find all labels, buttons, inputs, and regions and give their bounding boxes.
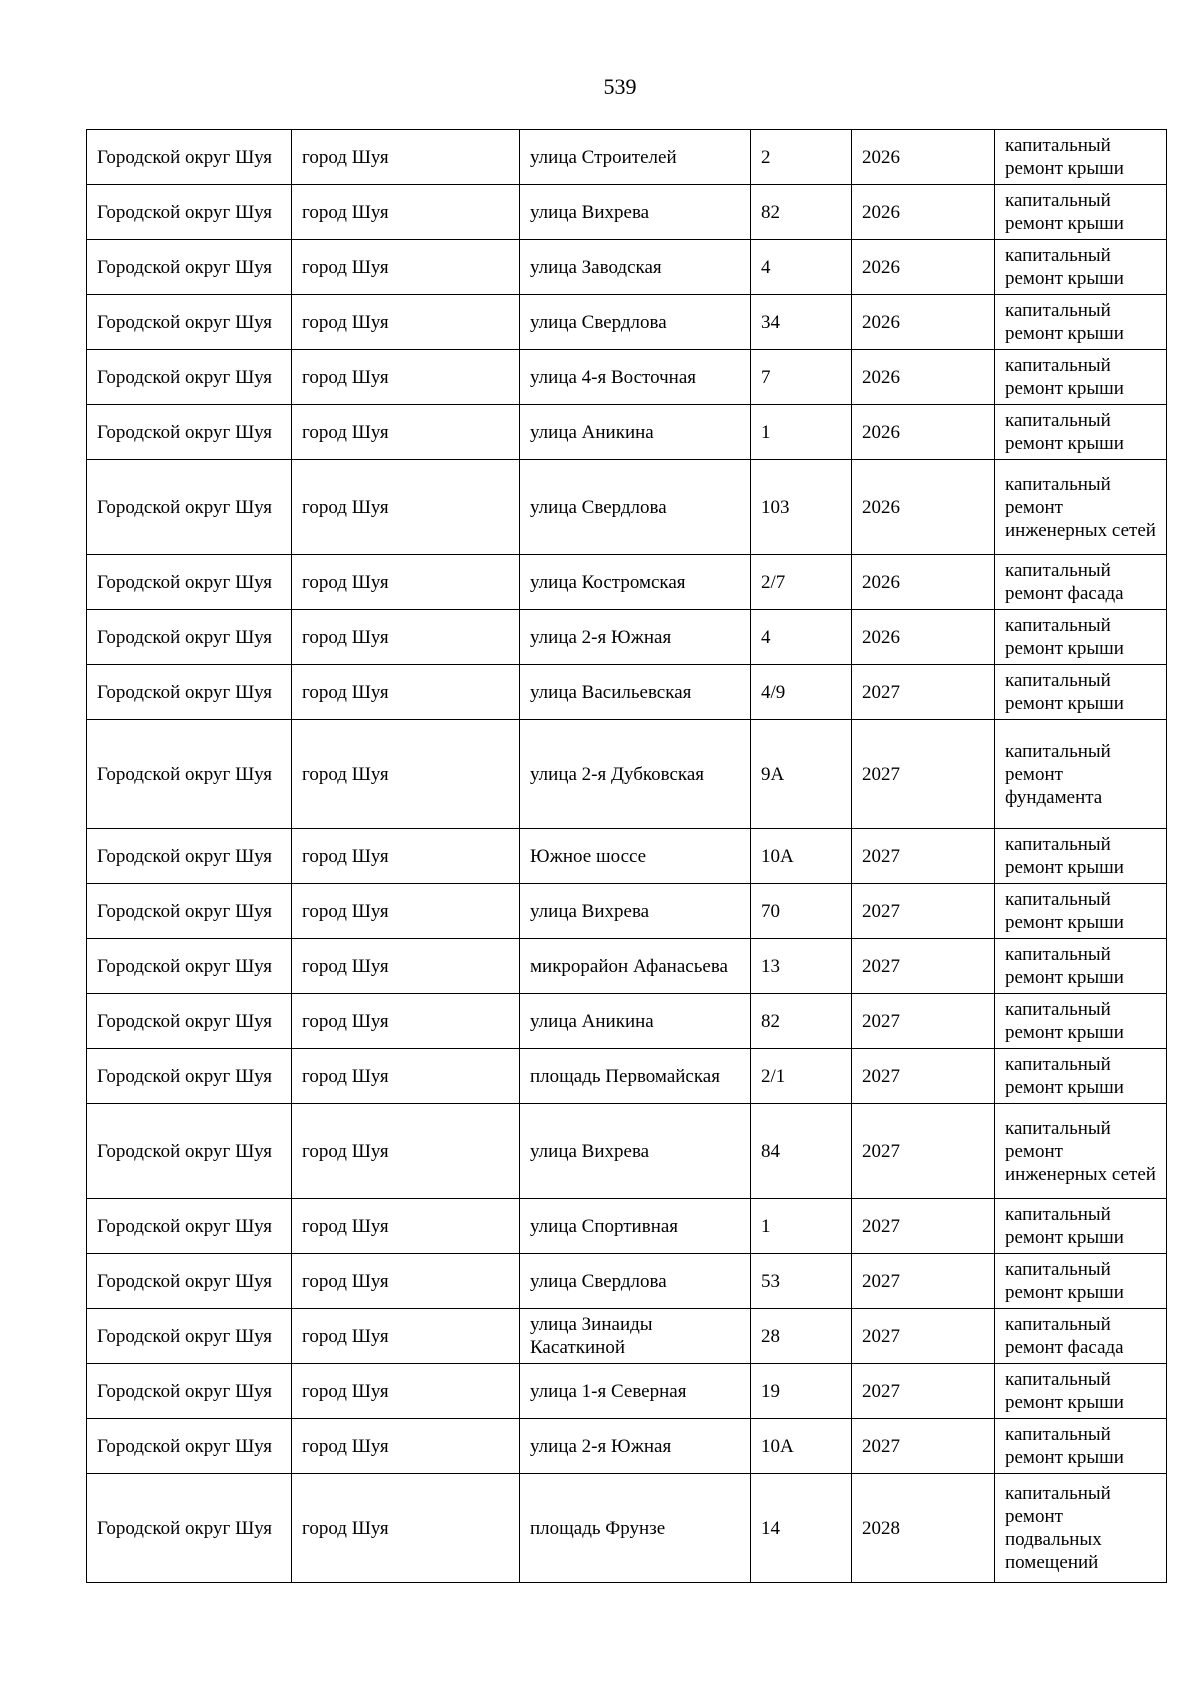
year-cell: 2026 [852,610,995,665]
page-number: 539 [603,74,637,99]
table-row [87,884,1167,939]
house-cell: 2 [751,130,852,185]
house-cell: 1 [751,405,852,460]
table-row [87,610,1167,665]
street-cell: микрорайон Афанасьева [520,939,751,994]
year-cell: 2027 [852,1364,995,1419]
work-type-cell: капитальный ремонт крыши [995,350,1167,405]
house-cell: 82 [751,994,852,1049]
street-cell: улица Аникина [520,994,751,1049]
year-cell: 2026 [852,350,995,405]
table-row [87,185,1167,240]
city-cell: город Шуя [292,665,520,720]
street-cell: улица Свердлова [520,295,751,350]
district-cell: Городской округ Шуя [87,939,292,994]
street-cell: улица Свердлова [520,460,751,555]
work-type-cell: капитальный ремонт крыши [995,665,1167,720]
year-cell: 2026 [852,405,995,460]
district-cell: Городской округ Шуя [87,460,292,555]
work-type-cell: капитальный ремонт крыши [995,610,1167,665]
district-cell: Городской округ Шуя [87,555,292,610]
table-row [87,405,1167,460]
house-cell: 84 [751,1104,852,1199]
district-cell: Городской округ Шуя [87,130,292,185]
city-cell: город Шуя [292,1419,520,1474]
district-cell: Городской округ Шуя [87,665,292,720]
city-cell: город Шуя [292,185,520,240]
house-cell: 4 [751,240,852,295]
year-cell: 2027 [852,1199,995,1254]
work-type-cell: капитальный ремонт крыши [995,994,1167,1049]
table-row [87,1199,1167,1254]
year-cell: 2027 [852,829,995,884]
table-row [87,720,1167,829]
street-cell: улица 4-я Восточная [520,350,751,405]
year-cell: 2027 [852,994,995,1049]
year-cell: 2026 [852,555,995,610]
work-type-cell: капитальный ремонт крыши [995,1364,1167,1419]
year-cell: 2027 [852,1104,995,1199]
street-cell: улица 2-я Южная [520,610,751,665]
street-cell: улица 2-я Дубковская [520,720,751,829]
street-cell: улица 2-я Южная [520,1419,751,1474]
city-cell: город Шуя [292,555,520,610]
year-cell: 2026 [852,130,995,185]
city-cell: город Шуя [292,240,520,295]
year-cell: 2026 [852,185,995,240]
city-cell: город Шуя [292,405,520,460]
table-row [87,295,1167,350]
street-cell: улица 1-я Северная [520,1364,751,1419]
year-cell: 2026 [852,295,995,350]
district-cell: Городской округ Шуя [87,350,292,405]
work-type-cell: капитальный ремонт крыши [995,884,1167,939]
district-cell: Городской округ Шуя [87,994,292,1049]
repair-schedule-table [86,129,1167,1583]
street-cell: улица Васильевская [520,665,751,720]
house-cell: 9А [751,720,852,829]
district-cell: Городской округ Шуя [87,1419,292,1474]
house-cell: 70 [751,884,852,939]
street-cell: улица Спортивная [520,1199,751,1254]
work-type-cell: капитальный ремонт крыши [995,939,1167,994]
district-cell: Городской округ Шуя [87,1104,292,1199]
street-cell: площадь Первомайская [520,1049,751,1104]
table-row [87,1104,1167,1199]
city-cell: город Шуя [292,939,520,994]
city-cell: город Шуя [292,1104,520,1199]
year-cell: 2027 [852,665,995,720]
house-cell: 34 [751,295,852,350]
street-cell: улица Вихрева [520,1104,751,1199]
city-cell: город Шуя [292,1474,520,1583]
district-cell: Городской округ Шуя [87,884,292,939]
work-type-cell: капитальный ремонт крыши [995,130,1167,185]
year-cell: 2027 [852,1419,995,1474]
year-cell: 2027 [852,1309,995,1364]
city-cell: город Шуя [292,610,520,665]
year-cell: 2026 [852,240,995,295]
city-cell: город Шуя [292,1309,520,1364]
street-cell: улица Строителей [520,130,751,185]
year-cell: 2026 [852,460,995,555]
work-type-cell: капитальный ремонт крыши [995,1199,1167,1254]
table-row [87,1309,1167,1364]
house-cell: 7 [751,350,852,405]
table-row [87,1364,1167,1419]
house-cell: 28 [751,1309,852,1364]
work-type-cell: капитальный ремонт фасада [995,1309,1167,1364]
house-cell: 10А [751,829,852,884]
street-cell: улица Вихрева [520,185,751,240]
city-cell: город Шуя [292,460,520,555]
district-cell: Городской округ Шуя [87,240,292,295]
city-cell: город Шуя [292,130,520,185]
house-cell: 82 [751,185,852,240]
street-cell: улица Костромская [520,555,751,610]
work-type-cell: капитальный ремонт крыши [995,1254,1167,1309]
city-cell: город Шуя [292,350,520,405]
house-cell: 4 [751,610,852,665]
table-row [87,130,1167,185]
work-type-cell: капитальный ремонт фундамента [995,720,1167,829]
street-cell: площадь Фрунзе [520,1474,751,1583]
work-type-cell: капитальный ремонт инженерных сетей [995,460,1167,555]
city-cell: город Шуя [292,884,520,939]
district-cell: Городской округ Шуя [87,1364,292,1419]
year-cell: 2027 [852,884,995,939]
work-type-cell: капитальный ремонт крыши [995,829,1167,884]
table-row [87,1254,1167,1309]
district-cell: Городской округ Шуя [87,1309,292,1364]
district-cell: Городской округ Шуя [87,610,292,665]
year-cell: 2027 [852,1049,995,1104]
work-type-cell: капитальный ремонт крыши [995,1419,1167,1474]
city-cell: город Шуя [292,1364,520,1419]
district-cell: Городской округ Шуя [87,1474,292,1583]
district-cell: Городской округ Шуя [87,405,292,460]
work-type-cell: капитальный ремонт крыши [995,295,1167,350]
city-cell: город Шуя [292,994,520,1049]
city-cell: город Шуя [292,829,520,884]
street-cell: улица Свердлова [520,1254,751,1309]
street-cell: улица Аникина [520,405,751,460]
district-cell: Городской округ Шуя [87,1254,292,1309]
table-row [87,994,1167,1049]
work-type-cell: капитальный ремонт крыши [995,405,1167,460]
house-cell: 1 [751,1199,852,1254]
table-row [87,1049,1167,1104]
work-type-cell: капитальный ремонт инженерных сетей [995,1104,1167,1199]
year-cell: 2028 [852,1474,995,1583]
table-row [87,555,1167,610]
district-cell: Городской округ Шуя [87,1199,292,1254]
house-cell: 2/1 [751,1049,852,1104]
table-row [87,350,1167,405]
district-cell: Городской округ Шуя [87,829,292,884]
district-cell: Городской округ Шуя [87,295,292,350]
year-cell: 2027 [852,720,995,829]
year-cell: 2027 [852,1254,995,1309]
district-cell: Городской округ Шуя [87,720,292,829]
year-cell: 2027 [852,939,995,994]
work-type-cell: капитальный ремонт крыши [995,240,1167,295]
work-type-cell: капитальный ремонт фасада [995,555,1167,610]
house-cell: 13 [751,939,852,994]
district-cell: Городской округ Шуя [87,1049,292,1104]
table-row [87,460,1167,555]
work-type-cell: капитальный ремонт крыши [995,1049,1167,1104]
table-row [87,829,1167,884]
district-cell: Городской округ Шуя [87,185,292,240]
street-cell: улица Заводская [520,240,751,295]
street-cell: Южное шоссе [520,829,751,884]
table-row [87,240,1167,295]
city-cell: город Шуя [292,1199,520,1254]
house-cell: 19 [751,1364,852,1419]
house-cell: 14 [751,1474,852,1583]
house-cell: 53 [751,1254,852,1309]
city-cell: город Шуя [292,295,520,350]
house-cell: 2/7 [751,555,852,610]
table-row [87,665,1167,720]
house-cell: 103 [751,460,852,555]
table-row [87,1474,1167,1583]
house-cell: 10А [751,1419,852,1474]
house-cell: 4/9 [751,665,852,720]
table-row [87,939,1167,994]
city-cell: город Шуя [292,1254,520,1309]
work-type-cell: капитальный ремонт подвальных помещений [995,1474,1167,1583]
city-cell: город Шуя [292,1049,520,1104]
street-cell: улица Вихрева [520,884,751,939]
work-type-cell: капитальный ремонт крыши [995,185,1167,240]
table-row [87,1419,1167,1474]
street-cell: улица Зинаиды Касаткиной [520,1309,751,1364]
city-cell: город Шуя [292,720,520,829]
